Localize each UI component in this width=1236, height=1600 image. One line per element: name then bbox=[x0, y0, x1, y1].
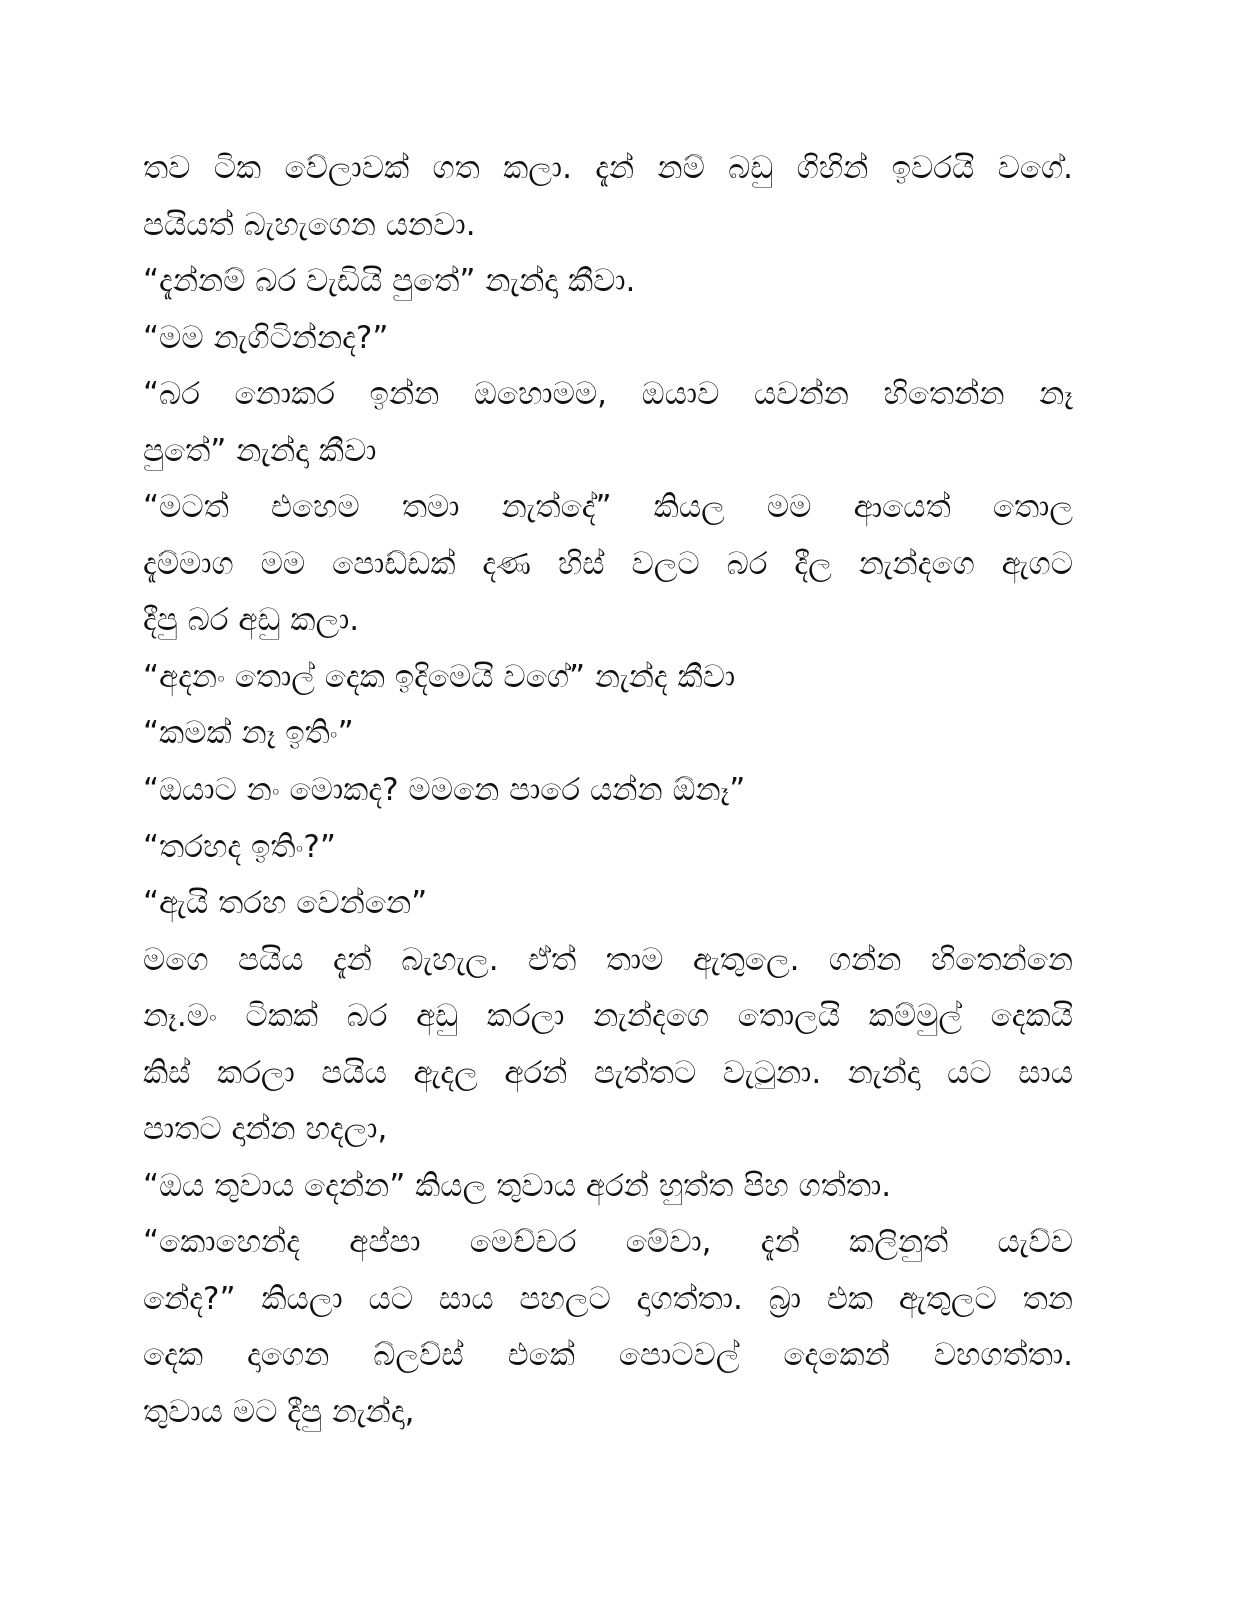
text-line: “ඔයාට නං මොකද? මමනෙ පාරෙ යන්න ඕනෑ” bbox=[143, 772, 746, 809]
text-line: පාතට දාන්න හදලා, bbox=[143, 1111, 388, 1148]
text-line: පයියත් බැහැගෙන යනවා. bbox=[143, 206, 476, 243]
text-line: “මම නැගිටින්නද?” bbox=[143, 319, 389, 356]
text-line: තුවාය මට දීපු නැන්දා, bbox=[143, 1394, 415, 1431]
text-line: නේද?” කියලා යට සාය පහලට දාගත්තා. බ්‍රා එක ඇතුලට තන bbox=[143, 1280, 1073, 1317]
text-line: නෑ.මං ටිකක් බර අඩු කරලා නැන්දගෙ තොලයි කම්මුල් දෙකයි bbox=[143, 998, 1073, 1035]
text-line: දැම්මාග මම පොඩ්ඩක් දණ හිස් වලට බර දීල නැන්දගෙ ඇගට bbox=[143, 545, 1073, 582]
text-line: දීපු බර අඩු කලා. bbox=[143, 602, 360, 639]
text-line: මගෙ පයිය දැන් බැහැල. ඒත් තාම ඇතුලෙ. ගන්න හිතෙන්නෙ bbox=[143, 941, 1073, 978]
text-line: “කමක් නෑ ඉතිං” bbox=[143, 715, 354, 752]
text-line: “තරහද ඉතිං?” bbox=[143, 828, 336, 865]
body-text bbox=[143, 140, 1073, 1441]
text-line: කිස් කරලා පයිය ඇදල අරන් පැත්තට වැටුනා. නැන්දා යට සාය bbox=[143, 1054, 1073, 1091]
text-line: පුතේ” නැන්දා කීවා bbox=[143, 432, 377, 469]
text-line: “මටත් එහෙම තමා නැත්දේ” කියල මම ආයෙත් තොල bbox=[143, 489, 1073, 526]
text-line: දෙක දාගෙන බ්ලව්ස් එකේ පොටවල් දෙකෙන් වහගත්තා. bbox=[143, 1337, 1073, 1374]
text-line: “බර නොකර ඉන්න ඔහොමම, ඔයාව යවන්න හිතෙන්න නෑ bbox=[143, 376, 1073, 413]
text-line: “දැන්නම් බර වැඩියි පුතේ” නැන්දා කීවා. bbox=[143, 263, 636, 300]
text-line: තව ටික වේලාවක් ගත කලා. දැන් නම් බඩු ගිහින් ඉවරයි වගේ. bbox=[143, 150, 1073, 186]
text-line: “කොහෙන්ද අප්පා මෙච්චර මේවා, දැන් කලිනුත් යැව්ව bbox=[143, 1224, 1073, 1261]
text-line: “ඔය තුවාය දෙන්න” කියල තුවාය අරන් හුත්ත පිහ ගත්තා. bbox=[143, 1167, 892, 1204]
text-line: “අදනං තොල් දෙක ඉදිමෙයි වගේ” නැන්ද කීවා bbox=[143, 658, 736, 695]
text-line: “ඇයි තරහ වෙන්නෙ” bbox=[143, 885, 428, 922]
